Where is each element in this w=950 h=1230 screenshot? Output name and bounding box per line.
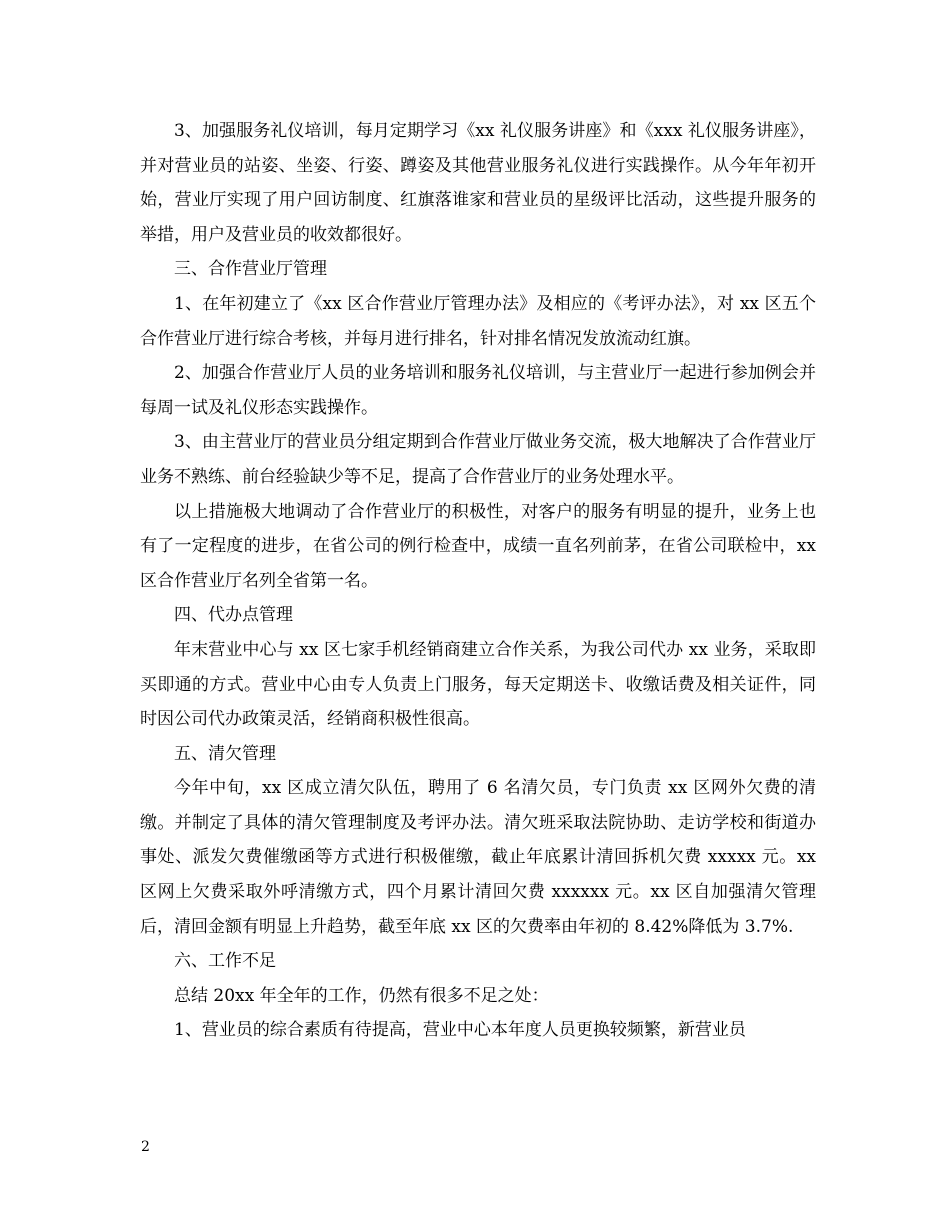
paragraph-management-methods: 1、在年初建立了《xx 区合作营业厅管理办法》及相应的《考评办法》，对 xx 区五个合作营业厅进行综合考核，并每月进行排名，针对排名情况发放流动红旗。: [140, 293, 816, 349]
paragraph-year-summary: 总结 20xx 年全年的工作，仍然有很多不足之处：: [174, 985, 549, 1006]
section-heading-agency-points: 四、代办点管理: [174, 605, 293, 626]
section-heading-cooperative-halls: 三、合作营业厅管理: [174, 259, 327, 280]
paragraph-business-exchange: 3、由主营业厅的营业员分组定期到合作营业厅做业务交流，极大地解决了合作营业厅业务不熟练、前台经验缺少等不足，提高了合作营业厅的业务处理水平。: [140, 432, 816, 487]
paragraph-agency-cooperation: 年末营业中心与 xx 区七家手机经销商建立合作关系，为我公司代办 xx 业务，采取即买即通的方式。营业中心由专人负责上门服务，每天定期送卡、收缴话费及相关证件，同时因公司代办政策灵活，经销商积极性很高。: [140, 639, 816, 730]
document-body: [140, 114, 816, 1048]
paragraph-arrears-collection: 今年中旬，xx 区成立清欠队伍，聘用了 6 名清欠员，专门负责 xx 区网外欠费的清缴。并制定了具体的清欠管理制度及考评办法。清欠班采取法院协助、走访学校和街道办事处、派发欠费催缴函等方式进行积极催缴，截止年底累计清回拆机欠费 xxxxx 元。xx 区网上欠费采取外呼清缴方式，四个月累计清回欠费 xxxxxx 元。xx 区自加强清欠管理后，清回金额有明显上升趋势，截至年底 xx 区的欠费率由年初的 8.42%降低为 3.7%.: [140, 778, 816, 937]
page-number: 2: [141, 1139, 150, 1155]
section-heading-shortcomings: 六、工作不足: [174, 951, 276, 972]
paragraph-staff-training: 2、加强合作营业厅人员的业务培训和服务礼仪培训，与主营业厅一起进行参加例会并每周一试及礼仪形态实践操作。: [140, 363, 816, 418]
paragraph-staff-quality: 1、营业员的综合素质有待提高，营业中心本年度人员更换较频繁，新营业员: [174, 1020, 746, 1041]
paragraph-results-summary: 以上措施极大地调动了合作营业厅的积极性，对客户的服务有明显的提升，业务上也有了一定程度的进步，在省公司的例行检查中，成绩一直名列前茅，在省公司联检中，xx 区合作营业厅名列全省第一名。: [140, 501, 816, 591]
paragraph-etiquette-training: 3、加强服务礼仪培训，每月定期学习《xx 礼仪服务讲座》和《xxx 礼仪服务讲座》，并对营业员的站姿、坐姿、行姿、蹲姿及其他营业服务礼仪进行实践操作。从今年年初开始，营业厅实现了用户回访制度、红旗落谁家和营业员的星级评比活动，这些提升服务的举措，用户及营业员的收效都很好。: [140, 121, 816, 245]
section-heading-arrears-collection: 五、清欠管理: [174, 743, 276, 764]
